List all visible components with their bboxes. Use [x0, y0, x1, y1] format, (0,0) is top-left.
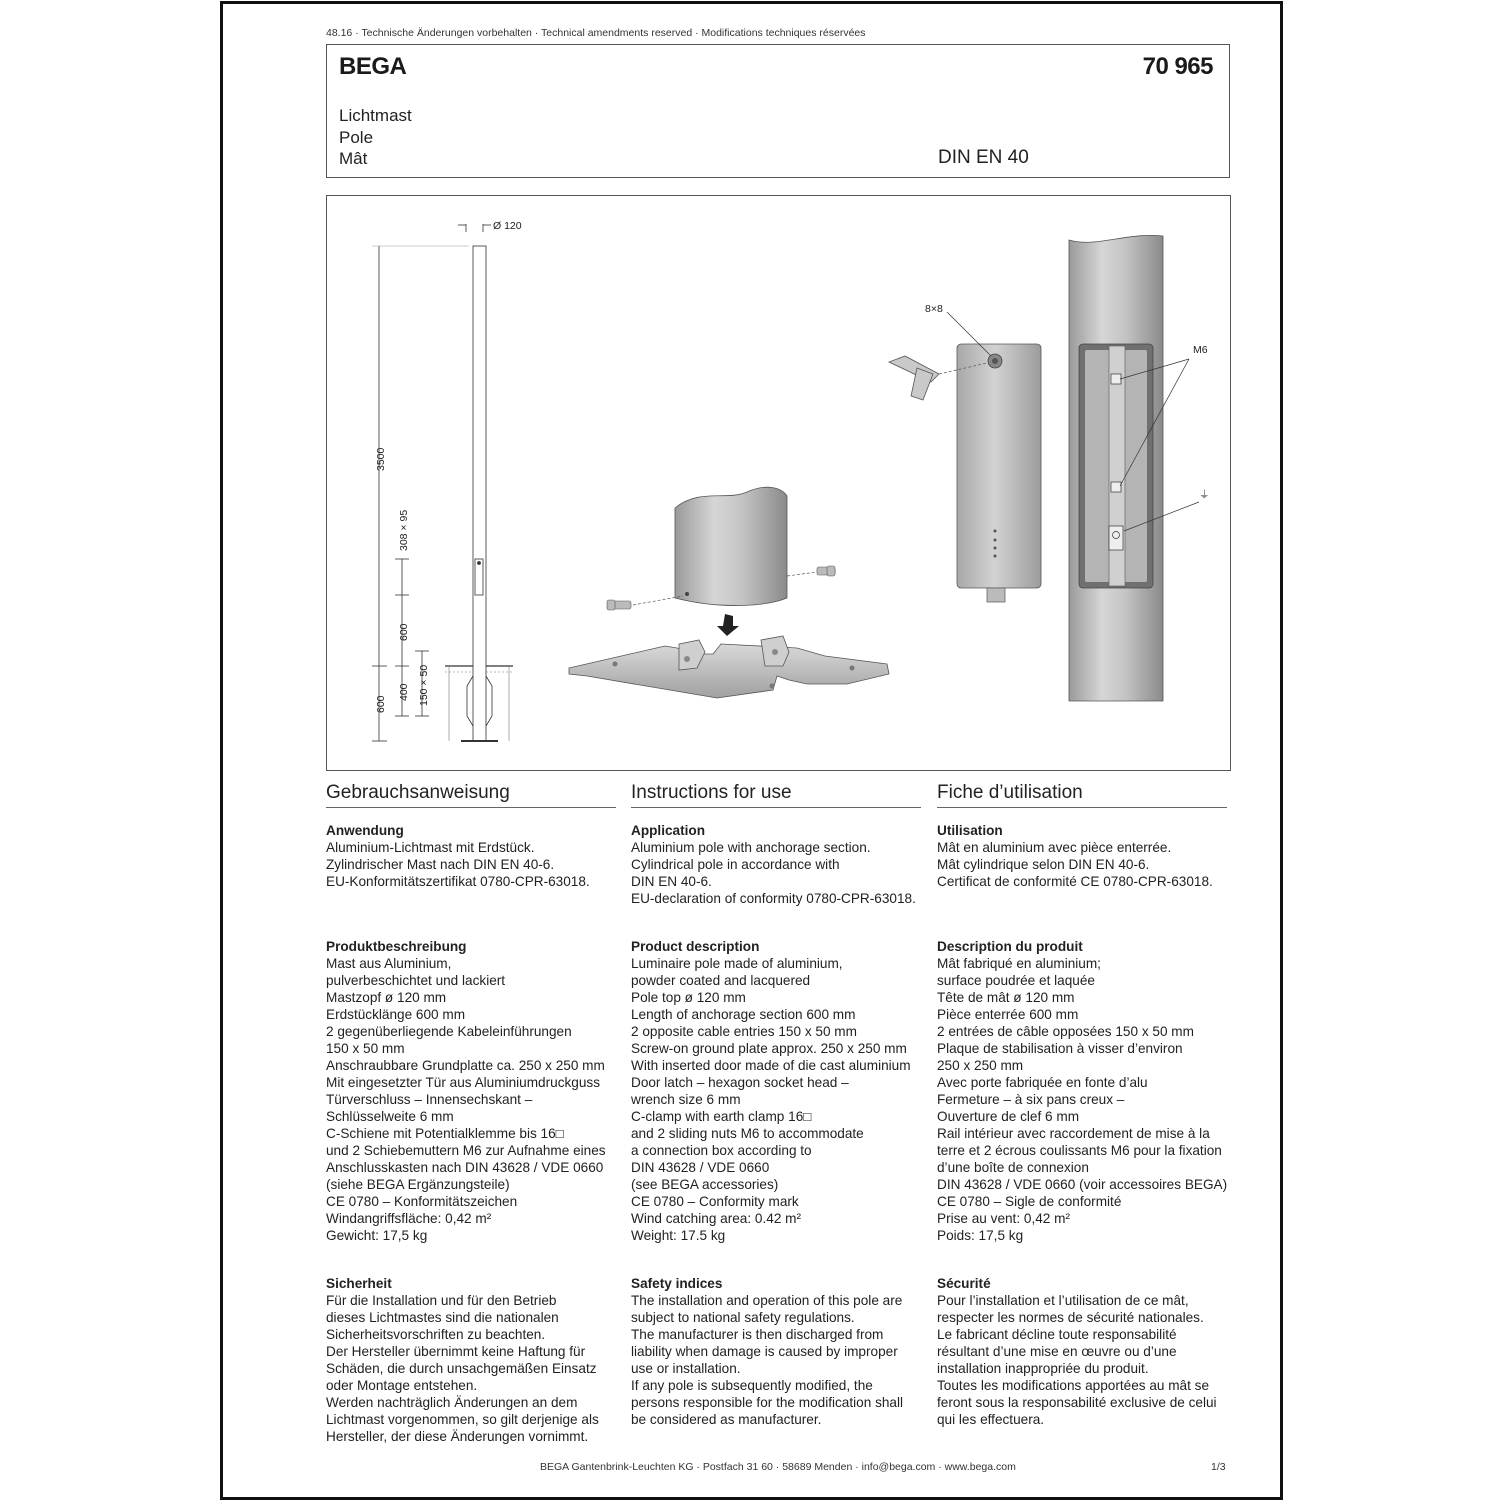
block-line: DIN EN 40-6. — [631, 874, 712, 889]
block-line: Prise au vent: 0,42 m² — [937, 1211, 1070, 1226]
block-line: Length of anchorage section 600 mm — [631, 1007, 856, 1022]
block-title: Product description — [631, 939, 760, 954]
brand-logo-text: BEGA — [339, 53, 407, 80]
block-line: powder coated and lacquered — [631, 973, 811, 988]
block-line: und 2 Schiebemuttern M6 zur Aufnahme eines — [326, 1143, 606, 1158]
block-line: Aluminium pole with anchorage section. — [631, 840, 871, 855]
block-line: If any pole is subsequently modified, the — [631, 1378, 873, 1393]
block-line: Zylindrischer Mast nach DIN EN 40-6. — [326, 857, 555, 872]
earth-symbol: ⏚ — [1199, 489, 1210, 501]
block-line: persons responsible for the modification shall — [631, 1395, 904, 1410]
block-line: Fermeture – à six pans creux – — [937, 1092, 1125, 1107]
block-line: The installation and operation of this pole are — [631, 1293, 903, 1308]
text-block — [631, 1275, 903, 1428]
block-line: Mât cylindrique selon DIN EN 40-6. — [937, 857, 1150, 872]
base-length-label: 600 — [375, 695, 387, 713]
block-line: use or installation. — [631, 1361, 741, 1376]
block-line: Pole top ø 120 mm — [631, 990, 746, 1005]
block-line: Anschraubbare Grundplatte ca. 250 x 250 mm — [326, 1058, 605, 1073]
door-panel — [889, 312, 1041, 602]
block-line: Weight: 17.5 kg — [631, 1228, 726, 1243]
block-line: dieses Lichtmastes sind die nationalen — [326, 1310, 559, 1325]
text-block — [326, 1275, 599, 1445]
block-line: Sicherheitsvorschriften zu beachten. — [326, 1327, 546, 1342]
pole-elevation — [372, 224, 513, 741]
block-line: CE 0780 – Conformity mark — [631, 1194, 799, 1209]
block-line: Mastzopf ø 120 mm — [326, 990, 447, 1005]
block-line: DIN 43628 / VDE 0660 — [631, 1160, 770, 1175]
block-line: Aluminium-Lichtmast mit Erdstück. — [326, 840, 535, 855]
block-title: Application — [631, 823, 706, 838]
block-line: 2 entrées de câble opposées 150 x 50 mm — [937, 1024, 1194, 1039]
block-line: respecter les normes de sécurité nationales. — [937, 1310, 1204, 1325]
upper-length-label: 600 — [398, 623, 410, 641]
text-block — [326, 822, 590, 890]
product-title-fr: Mât — [339, 149, 368, 168]
amendment-notice: 48.16 · Technische Änderungen vorbehalten · Technical amendments reserved · Modifications techniques réservées — [326, 27, 866, 39]
block-line: Luminaire pole made of aluminium, — [631, 956, 843, 971]
block-line: Plaque de stabilisation à visser d’environ — [937, 1041, 1183, 1056]
block-line: Anschlusskasten nach DIN 43628 / VDE 0660 — [326, 1160, 604, 1175]
nut-label: M6 — [1193, 344, 1208, 356]
block-line: Schlüsselweite 6 mm — [326, 1109, 454, 1124]
heading-de: Gebrauchsanweisung — [326, 782, 616, 808]
block-line: EU-declaration of conformity 0780-CPR-63018. — [631, 891, 916, 906]
ground-plate-assembly — [569, 487, 889, 698]
block-line: Pièce enterrée 600 mm — [937, 1007, 1079, 1022]
mid-length-label: 400 — [398, 683, 410, 701]
door-size-label: 308 × 95 — [398, 509, 410, 551]
block-title: Anwendung — [326, 823, 404, 838]
block-line: The manufacturer is then discharged from — [631, 1327, 884, 1342]
block-line: CE 0780 – Sigle de conformité — [937, 1194, 1122, 1209]
block-line: Gewicht: 17,5 kg — [326, 1228, 428, 1243]
block-line: pulverbeschichtet und lackiert — [326, 973, 506, 988]
block-line: wrench size 6 mm — [631, 1092, 741, 1107]
block-line: CE 0780 – Konformitätszeichen — [326, 1194, 518, 1209]
block-line: 150 x 50 mm — [326, 1041, 405, 1056]
block-line: Hersteller, der diese Änderungen vornimmt. — [326, 1429, 589, 1444]
block-title: Produktbeschreibung — [326, 939, 467, 954]
block-line: Toutes les modifications apportées au mât se — [937, 1378, 1210, 1393]
block-line: Cylindrical pole in accordance with — [631, 857, 840, 872]
standard-label: DIN EN 40 — [938, 147, 1029, 168]
block-line: oder Montage entstehen. — [326, 1378, 478, 1393]
pole-section-detail — [1069, 235, 1199, 701]
block-line: Screw-on ground plate approx. 250 x 250 mm — [631, 1041, 907, 1056]
cable-entry-label: 150 × 50 — [418, 664, 430, 706]
block-line: Poids: 17,5 kg — [937, 1228, 1024, 1243]
block-line: Ouverture de clef 6 mm — [937, 1109, 1080, 1124]
text-block — [631, 938, 911, 1244]
block-line: (siehe BEGA Ergänzungsteile) — [326, 1177, 510, 1192]
block-line: (see BEGA accessories) — [631, 1177, 779, 1192]
block-line: terre et 2 écrous coulissants M6 pour la fixation — [937, 1143, 1222, 1158]
block-title: Safety indices — [631, 1276, 723, 1291]
product-title-en: Pole — [339, 128, 374, 147]
block-line: Der Hersteller übernimmt keine Haftung für — [326, 1344, 586, 1359]
block-line: EU-Konformitätszertifikat 0780-CPR-63018. — [326, 874, 590, 889]
block-line: Mât fabriqué en aluminium; — [937, 956, 1101, 971]
block-line: Wind catching area: 0.42 m² — [631, 1211, 802, 1226]
text-block — [326, 938, 606, 1244]
block-title: Utilisation — [937, 823, 1003, 838]
text-block — [631, 822, 916, 907]
block-line: Schäden, die durch unsachgemäßen Einsatz — [326, 1361, 597, 1376]
block-line: be considered as manufacturer. — [631, 1412, 822, 1427]
drawing-svg — [327, 196, 1230, 770]
product-title-de: Lichtmast — [339, 106, 412, 125]
heading-en: Instructions for use — [631, 782, 921, 808]
block-line: installation inappropriée du produit. — [937, 1361, 1149, 1376]
article-number: 70 965 — [1142, 53, 1213, 80]
block-line: Erdstücklänge 600 mm — [326, 1007, 466, 1022]
block-line: Door latch – hexagon socket head – — [631, 1075, 849, 1090]
diameter-label: Ø 120 — [493, 220, 522, 232]
block-line: Certificat de conformité CE 0780-CPR-63018. — [937, 874, 1213, 889]
text-block — [937, 822, 1213, 890]
block-line: and 2 sliding nuts M6 to accommodate — [631, 1126, 864, 1141]
block-line: Mit eingesetzter Tür aus Aluminiumdruckguss — [326, 1075, 601, 1090]
block-line: d’une boîte de connexion — [937, 1160, 1089, 1175]
text-block — [937, 1275, 1217, 1428]
block-title: Sicherheit — [326, 1276, 392, 1291]
block-line: Mât en aluminium avec pièce enterrée. — [937, 840, 1172, 855]
text-block — [937, 938, 1227, 1244]
page-number: 1/3 — [1211, 1461, 1226, 1473]
block-line: surface poudrée et laquée — [937, 973, 1095, 988]
block-line: Türverschluss – Innensechskant – — [326, 1092, 533, 1107]
block-line: résultant d’une mise en œuvre ou d’une — [937, 1344, 1177, 1359]
wrench-size-label: 8×8 — [925, 303, 943, 315]
block-line: 250 x 250 mm — [937, 1058, 1024, 1073]
block-line: Tête de mât ø 120 mm — [937, 990, 1075, 1005]
block-line: With inserted door made of die cast aluminium — [631, 1058, 911, 1073]
block-line: Für die Installation und für den Betrieb — [326, 1293, 557, 1308]
block-line: Mast aus Aluminium, — [326, 956, 452, 971]
block-line: qui les effectuera. — [937, 1412, 1045, 1427]
heading-fr: Fiche d’utilisation — [937, 782, 1227, 808]
block-line: 2 opposite cable entries 150 x 50 mm — [631, 1024, 857, 1039]
footer-address: BEGA Gantenbrink-Leuchten KG · Postfach 31 60 · 58689 Menden · info@bega.com · www.bega.com — [540, 1461, 1016, 1473]
block-line: subject to national safety regulations. — [631, 1310, 855, 1325]
block-line: Rail intérieur avec raccordement de mise à la — [937, 1126, 1210, 1141]
block-title: Sécurité — [937, 1276, 991, 1291]
block-line: DIN 43628 / VDE 0660 (voir accessoires BEGA) — [937, 1177, 1228, 1192]
height-label: 3500 — [375, 447, 387, 471]
block-line: 2 gegenüberliegende Kabeleinführungen — [326, 1024, 572, 1039]
block-line: feront sous la responsabilité exclusive de celui — [937, 1395, 1217, 1410]
block-line: Le fabricant décline toute responsabilité — [937, 1327, 1177, 1342]
block-line: Windangriffsfläche: 0,42 m² — [326, 1211, 492, 1226]
block-line: Pour l’installation et l’utilisation de ce mât, — [937, 1293, 1189, 1308]
block-line: C-Schiene mit Potentialklemme bis 16□ — [326, 1126, 564, 1141]
block-line: liability when damage is caused by improper — [631, 1344, 898, 1359]
block-line: a connection box according to — [631, 1143, 812, 1158]
block-title: Description du produit — [937, 939, 1083, 954]
block-line: Lichtmast vorgenommen, so gilt derjenige als — [326, 1412, 599, 1427]
block-line: Werden nachträglich Änderungen an dem — [326, 1395, 578, 1410]
block-line: C-clamp with earth clamp 16□ — [631, 1109, 812, 1124]
block-line: Avec porte fabriquée en fonte d’alu — [937, 1075, 1148, 1090]
technical-drawing — [326, 195, 1231, 771]
